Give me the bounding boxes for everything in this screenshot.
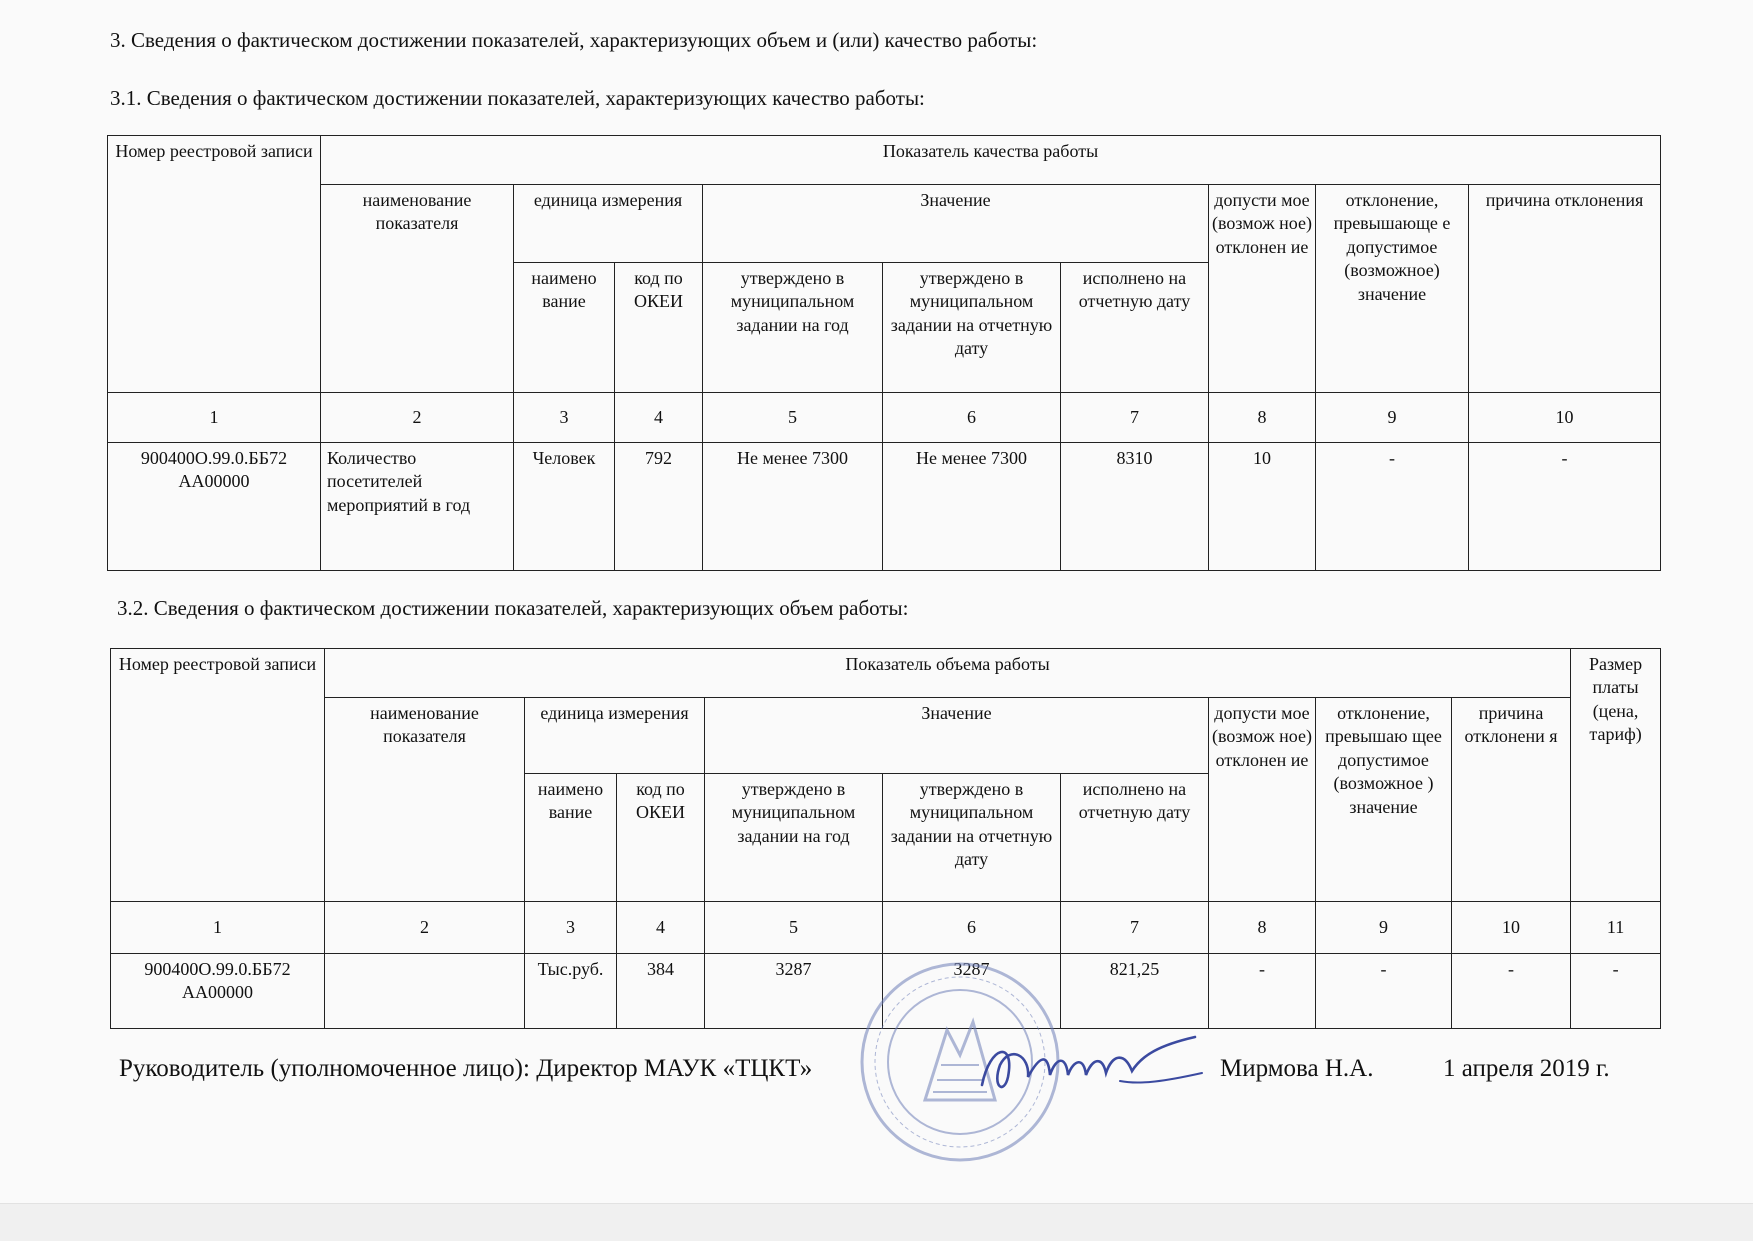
column-number: 8: [1209, 902, 1316, 954]
header-fee-size: Размер платы (цена, тариф): [1571, 649, 1661, 902]
header-approved-date: утверждено в муниципальном задании на отчетную дату: [883, 263, 1061, 393]
header-registry-number: Номер реестровой записи: [111, 649, 325, 902]
row-executed: 8310: [1061, 443, 1209, 571]
column-number: 3: [525, 902, 617, 954]
row-approved-year: Не менее 7300: [703, 443, 883, 571]
column-number: 5: [703, 393, 883, 443]
column-number: 9: [1316, 393, 1469, 443]
header-value: Значение: [705, 698, 1209, 774]
row-exceeding-deviation: -: [1316, 954, 1452, 1029]
header-okei-code: код по ОКЕИ: [617, 774, 705, 902]
row-deviation-reason: -: [1452, 954, 1571, 1029]
header-allowed-deviation: допусти мое (возмож ное) отклонен ие: [1209, 185, 1316, 393]
column-number: 7: [1061, 902, 1209, 954]
header-approved-year: утверждено в муниципальном задании на год: [705, 774, 883, 902]
header-indicator-name: наименование показателя: [325, 698, 525, 902]
column-number: 5: [705, 902, 883, 954]
row-fee-size: -: [1571, 954, 1661, 1029]
header-value: Значение: [703, 185, 1209, 263]
row-approved-date: Не менее 7300: [883, 443, 1061, 571]
column-number: 6: [883, 393, 1061, 443]
header-approved-year: утверждено в муниципальном задании на год: [703, 263, 883, 393]
section-3-heading: 3. Сведения о фактическом достижении показателей, характеризующих объем и (или) качество работы:: [110, 28, 1038, 52]
handwritten-signature: [970, 1015, 1210, 1110]
column-number: 8: [1209, 393, 1316, 443]
row-registry-number: 900400О.99.0.ББ72 АА00000: [108, 443, 321, 571]
header-executed: исполнено на отчетную дату: [1061, 263, 1209, 393]
row-indicator-name: Количество посетителей мероприятий в год: [321, 443, 514, 571]
row-okei-code: 792: [615, 443, 703, 571]
row-allowed-deviation: 10: [1209, 443, 1316, 571]
signature-date: 1 апреля 2019 г.: [1443, 1055, 1610, 1082]
header-allowed-deviation: допусти мое (возмож ное) отклонен ие: [1209, 698, 1316, 902]
row-registry-number: 900400О.99.0.ББ72 АА00000: [111, 954, 325, 1029]
row-deviation-reason: -: [1469, 443, 1661, 571]
row-indicator-name: [325, 954, 525, 1029]
row-approved-year: 3287: [705, 954, 883, 1029]
column-number: 10: [1469, 393, 1661, 443]
header-exceeding-deviation: отклонение, превышаю щее допустимое (возможное ) значение: [1316, 698, 1452, 902]
column-number: 7: [1061, 393, 1209, 443]
column-number: 9: [1316, 902, 1452, 954]
header-executed: исполнено на отчетную дату: [1061, 774, 1209, 902]
section-3-2-heading: 3.2. Сведения о фактическом достижении показателей, характеризующих объем работы:: [117, 596, 909, 620]
signatory-name: Мирмова Н.А.: [1220, 1055, 1374, 1082]
header-quality-indicator: Показатель качества работы: [321, 136, 1661, 185]
column-number: 2: [321, 393, 514, 443]
scan-bottom-edge: [0, 1203, 1753, 1241]
header-unit: единица измерения: [525, 698, 705, 774]
row-executed: 821,25: [1061, 954, 1209, 1029]
header-approved-date: утверждено в муниципальном задании на отчетную дату: [883, 774, 1061, 902]
row-exceeding-deviation: -: [1316, 443, 1469, 571]
column-number: 4: [615, 393, 703, 443]
row-approved-date: 3287: [883, 954, 1061, 1029]
column-number: 10: [1452, 902, 1571, 954]
section-3-1-heading: 3.1. Сведения о фактическом достижении показателей, характеризующих качество работы:: [110, 86, 925, 110]
column-number: 4: [617, 902, 705, 954]
header-deviation-reason: причина отклонения: [1469, 185, 1661, 393]
row-allowed-deviation: -: [1209, 954, 1316, 1029]
signatory-position: Руководитель (уполномоченное лицо): Директор МАУК «ТЦКТ»: [119, 1055, 813, 1082]
header-unit: единица измерения: [514, 185, 703, 263]
column-number: 11: [1571, 902, 1661, 954]
row-okei-code: 384: [617, 954, 705, 1029]
header-exceeding-deviation: отклонение, превышающе е допустимое (возможное) значение: [1316, 185, 1469, 393]
header-deviation-reason: причина отклонени я: [1452, 698, 1571, 902]
column-number: 6: [883, 902, 1061, 954]
column-number: 1: [108, 393, 321, 443]
header-okei-code: код по ОКЕИ: [615, 263, 703, 393]
quality-indicators-table: [107, 135, 1661, 571]
column-number: 1: [111, 902, 325, 954]
row-unit-name: Тыс.руб.: [525, 954, 617, 1029]
header-indicator-name: наименование показателя: [321, 185, 514, 393]
header-unit-name: наимено вание: [525, 774, 617, 902]
column-number: 3: [514, 393, 615, 443]
header-volume-indicator: Показатель объема работы: [325, 649, 1571, 698]
row-unit-name: Человек: [514, 443, 615, 571]
header-registry-number: Номер реестровой записи: [108, 136, 321, 393]
header-unit-name: наимено вание: [514, 263, 615, 393]
column-number: 2: [325, 902, 525, 954]
